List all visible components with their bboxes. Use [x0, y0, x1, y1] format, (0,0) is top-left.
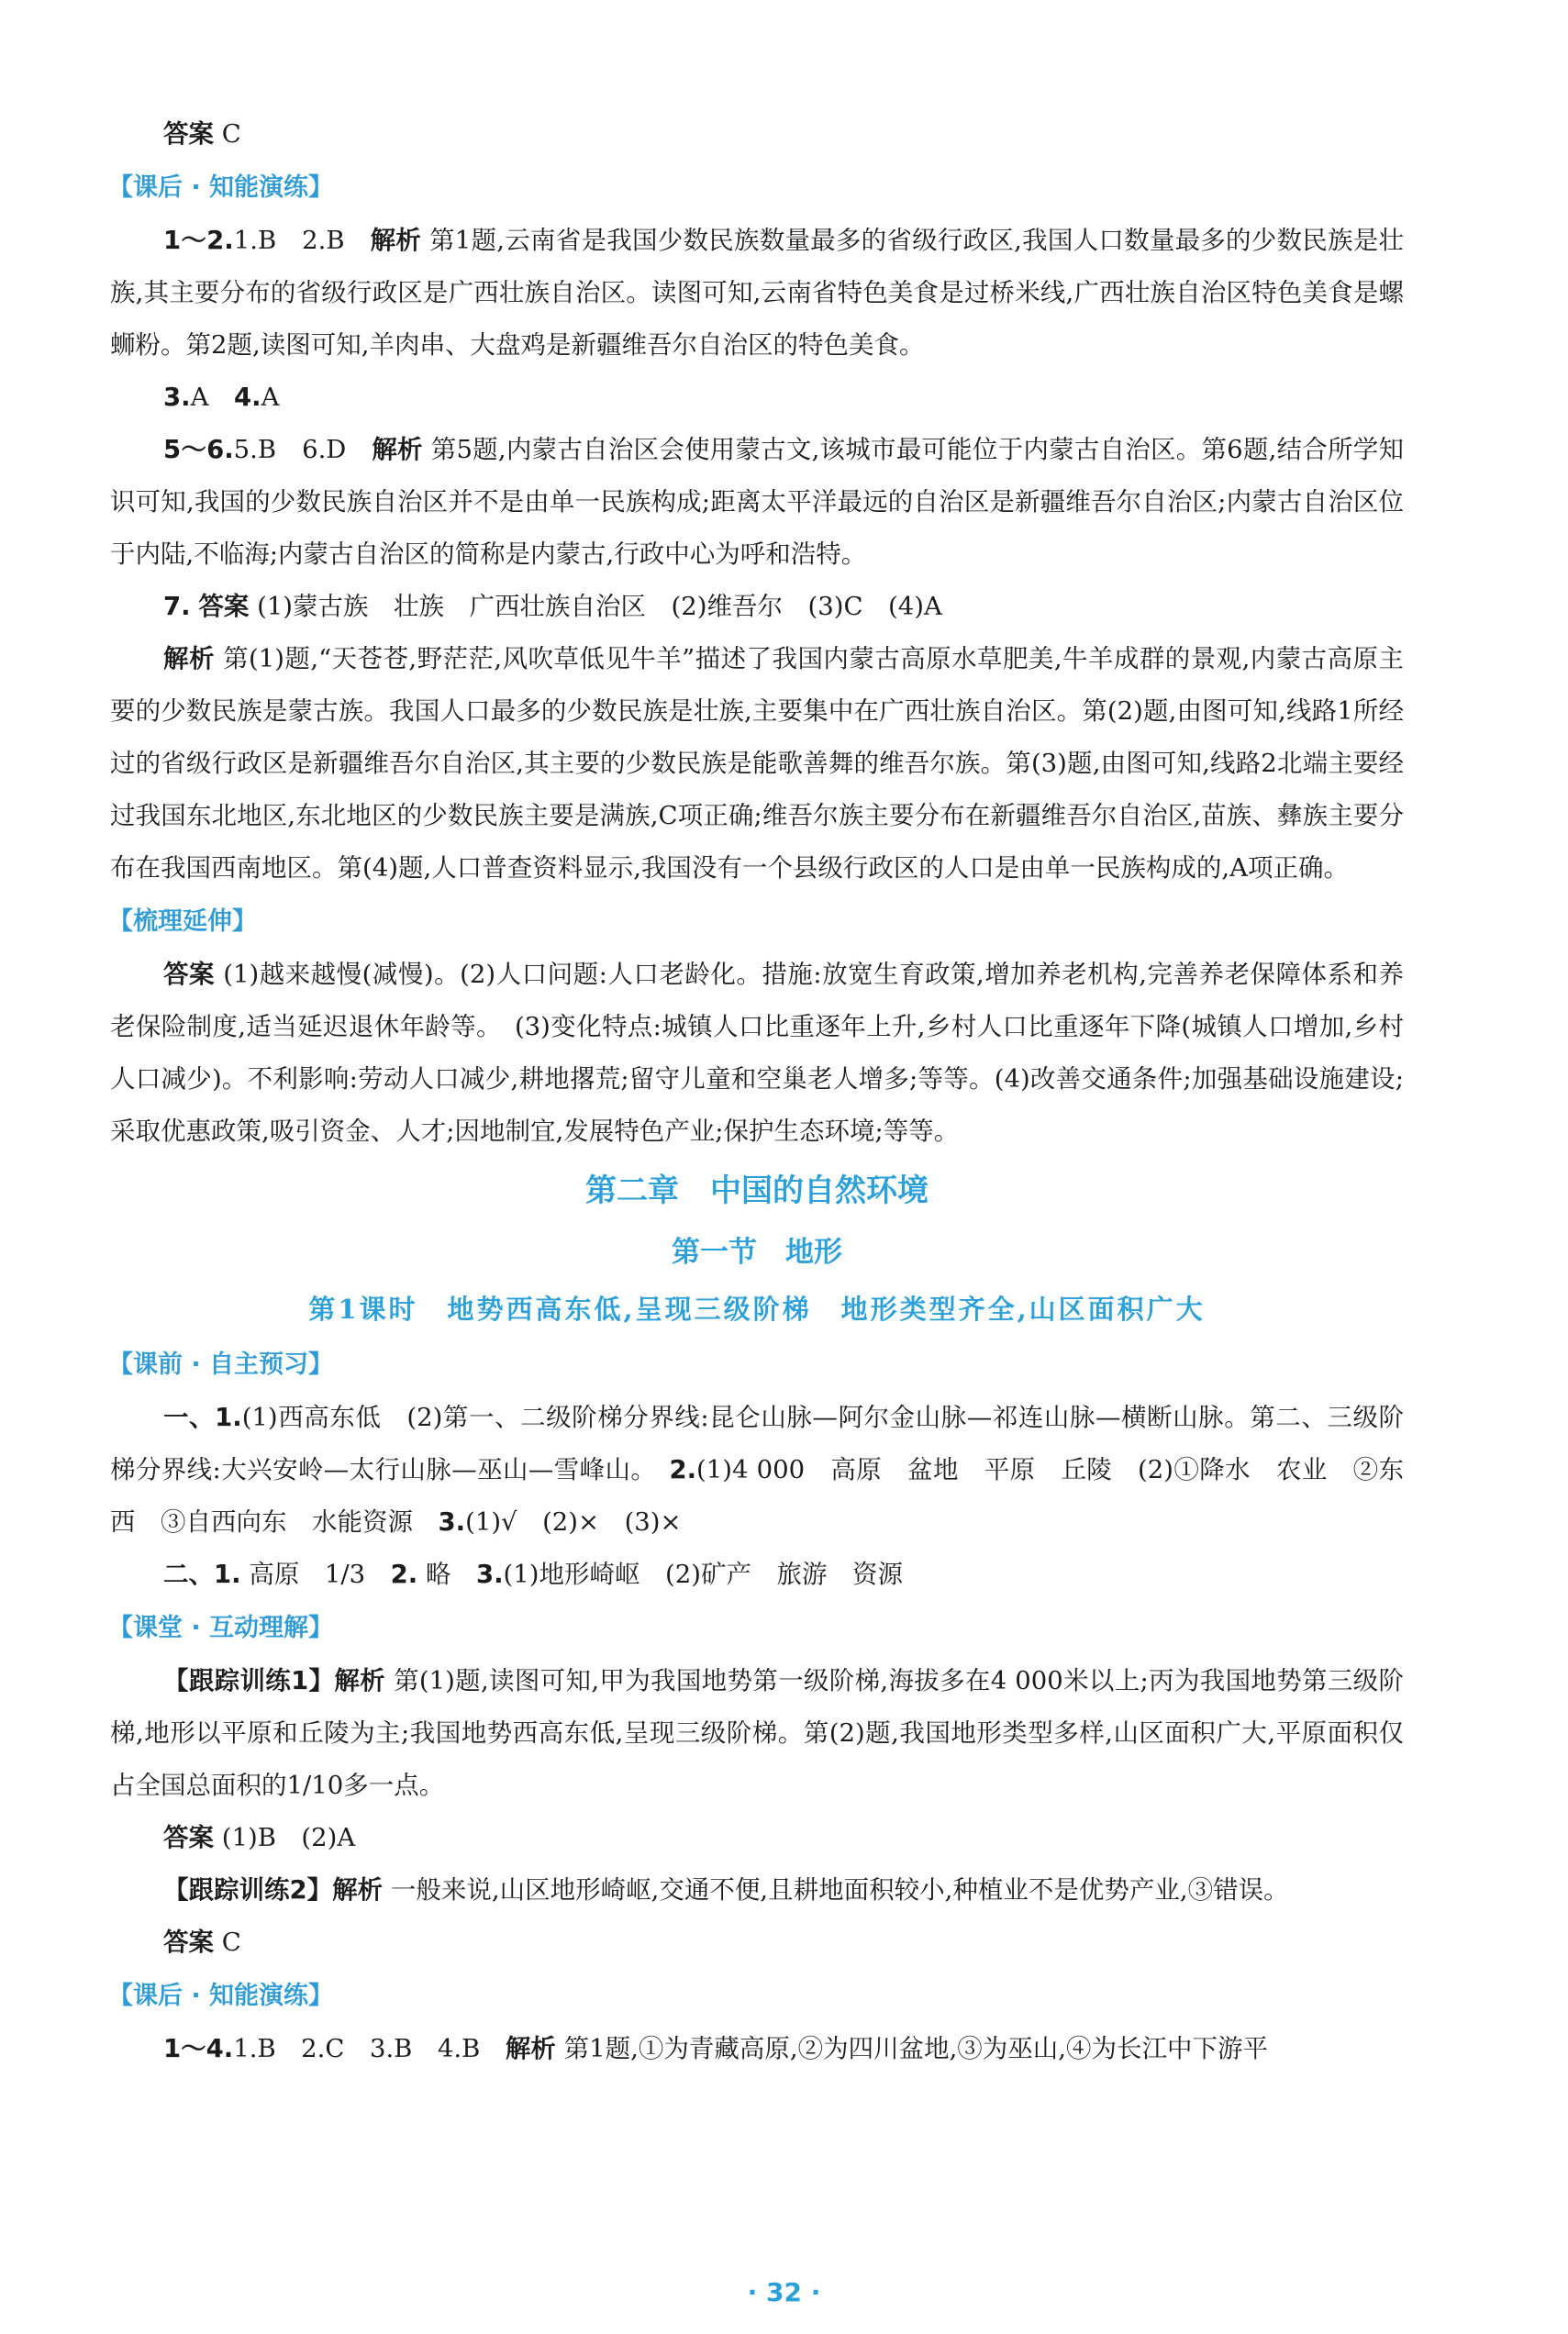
bold-label: 7.	[163, 592, 191, 621]
text-run: (1)地形崎岖 (2)矿产 旅游 资源	[503, 1560, 903, 1589]
section-title: 第一节 地形	[672, 1236, 842, 1269]
bold-label: 2.	[669, 1455, 697, 1484]
text-run: 略	[417, 1560, 476, 1589]
text-run: 第(1)题,“天苍苍,野茫茫,风吹草低见牛羊”描述了我国内蒙古高原水草肥美,牛羊成群的景观,内蒙古高原主要的少数民族是蒙古族。我国人口最多的少数民族是壮族,主要集中在广西壮族自治区。第(2)题,由图可知,线路1所经过的省级行政区是新疆维吾尔自治区,其主要的少数民族是能歌善舞的维吾尔族。第(3)题,由图可知,线路2北端主要经过我国东北地区,东北地区的少数民族主要是满族,C项正确;维吾尔族主要分布在新疆维吾尔自治区,苗族、彝族主要分布在我国西南地区。第(4)题,人口普查资料显示,我国没有一个县级行政区的人口是由单一民族构成的,A项正确。	[110, 644, 1404, 883]
text-run: 5.B 6.D	[233, 435, 373, 464]
bold-label: 答案	[163, 119, 214, 149]
bold-label: 4.	[233, 383, 261, 412]
paragraph	[110, 372, 1404, 424]
bold-label: 一、1.	[163, 1403, 242, 1432]
bold-label: 解析	[372, 435, 423, 464]
paragraph	[110, 424, 1404, 581]
bold-label: 2.	[390, 1560, 418, 1589]
paragraph	[110, 949, 1404, 1158]
bold-label: 答案	[163, 1928, 214, 1957]
bold-label: 3.	[475, 1560, 504, 1589]
text-run: (1)4 000 高原 盆地 平原 丘陵 (2)①降水 农业 ②东西 ③自西向东 水能资源	[110, 1455, 1404, 1537]
text-run: (1)√ (2)× (3)×	[465, 1507, 682, 1537]
paragraph	[110, 215, 1404, 372]
paragraph	[110, 2023, 1404, 2075]
bold-label: 3.	[163, 383, 191, 412]
text-run: A	[261, 383, 280, 412]
text-run: (1)越来越慢(减慢)。(2)人口问题:人口老龄化。措施:放宽生育政策,增加养老机构,完善养老保障体系和养老保险制度,适当延迟退休年龄等。 (3)变化特点:城镇人口比重逐年上升,乡村人口比重逐年下降(城镇人口增加,乡村人口减少)。不利影响:劳动人口减少,耕地撂荒;留守儿童和空巢老人增多;等等。(4)改善交通条件;加强基础设施建设;采取优惠政策,吸引资金、人才;因地制宜,发展特色产业;保护生态环境;等等。	[110, 960, 1404, 1146]
bold-label: 【跟踪训练1】解析	[163, 1666, 386, 1695]
bold-label: 5～6.	[163, 435, 234, 464]
lesson-title: 第1课时 地势西高东低,呈现三级阶梯 地形类型齐全,山区面积广大	[308, 1294, 1206, 1325]
paragraph	[110, 581, 1404, 633]
text-run: 高原 1/3	[240, 1560, 391, 1589]
section-header: 【课堂 · 互动理解】	[108, 1614, 334, 1642]
bold-label: 答案	[163, 1823, 214, 1852]
paragraph	[110, 633, 1404, 895]
text-run: 第(1)题,读图可知,甲为我国地势第一级阶梯,海拔多在4 000米以上;丙为我国地势第三级阶梯,地形以平原和丘陵为主;我国地势西高东低,呈现三级阶梯。第(2)题,我国地形类型多样,山区面积广大,平原面积仅占全国总面积的1/10多一点。	[110, 1666, 1404, 1800]
bold-label: 解析	[163, 644, 215, 673]
section-header: 【梳理延伸】	[108, 907, 257, 936]
text-run: C	[214, 1928, 241, 1957]
bold-label: 1～4.	[163, 2034, 234, 2063]
section-header: 【课后 · 知能演练】	[108, 173, 334, 202]
bold-label: 3.	[438, 1507, 466, 1537]
paragraph	[110, 1864, 1404, 1917]
section-header: 【课后 · 知能演练】	[108, 1982, 334, 2010]
text-run: (1)B (2)A	[214, 1823, 356, 1852]
paragraph	[110, 1655, 1404, 1812]
text-run: 第1题,①为青藏高原,②为四川盆地,③为巫山,④为长江中下游平	[555, 2034, 1269, 2063]
paragraph	[110, 1549, 1404, 1601]
bold-label: 二、1.	[163, 1560, 241, 1589]
bold-label: 【跟踪训练2】解析	[163, 1875, 384, 1905]
bold-label: 1～2.	[163, 226, 234, 255]
text-run: (1)西高东低 (2)第一、二级阶梯分界线:昆仑山脉—阿尔金山脉—祁连山脉—横断山脉。第二、三级阶梯分界线:大兴安岭—太行山脉—巫山—雪峰山。	[110, 1403, 1404, 1484]
paragraph	[110, 1812, 1404, 1864]
bold-label: 答案	[198, 592, 250, 621]
page-number: · 32 ·	[747, 2277, 821, 2307]
text-run: 1.B 2.C 3.B 4.B	[233, 2034, 506, 2063]
text-run: 一般来说,山区地形崎岖,交通不便,且耕地面积较小,种植业不是优势产业,③错误。	[383, 1875, 1289, 1905]
text-run: (1)蒙古族 壮族 广西壮族自治区 (2)维吾尔 (3)C (4)A	[249, 592, 942, 621]
bold-label: 解析	[370, 226, 422, 255]
bold-label: 解析	[505, 2034, 556, 2063]
paragraph	[110, 108, 1404, 161]
text-run: 第5题,内蒙古自治区会使用蒙古文,该城市最可能位于内蒙古自治区。第6题,结合所学知识可知,我国的少数民族自治区并不是由单一民族构成;距离太平洋最远的自治区是新疆维吾尔自治区;内蒙古自治区位于内陆,不临海;内蒙古自治区的简称是内蒙古,行政中心为呼和浩特。	[110, 435, 1404, 569]
text-run: 第1题,云南省是我国少数民族数量最多的省级行政区,我国人口数量最多的少数民族是壮族,其主要分布的省级行政区是广西壮族自治区。读图可知,云南省特色美食是过桥米线,广西壮族自治区特色美食是螺蛳粉。第2题,读图可知,羊肉串、大盘鸡是新疆维吾尔自治区的特色美食。	[110, 226, 1405, 360]
chapter-title: 第二章 中国的自然环境	[585, 1173, 929, 1209]
text-run: C	[214, 119, 241, 149]
paragraph	[110, 1917, 1404, 1969]
paragraph	[110, 1392, 1404, 1549]
page-content	[110, 108, 1404, 2075]
bold-label: 答案	[163, 960, 215, 989]
section-header: 【课前 · 自主预习】	[108, 1350, 334, 1379]
text-run: A	[190, 383, 234, 412]
text-run: 1.B 2.B	[233, 226, 371, 255]
